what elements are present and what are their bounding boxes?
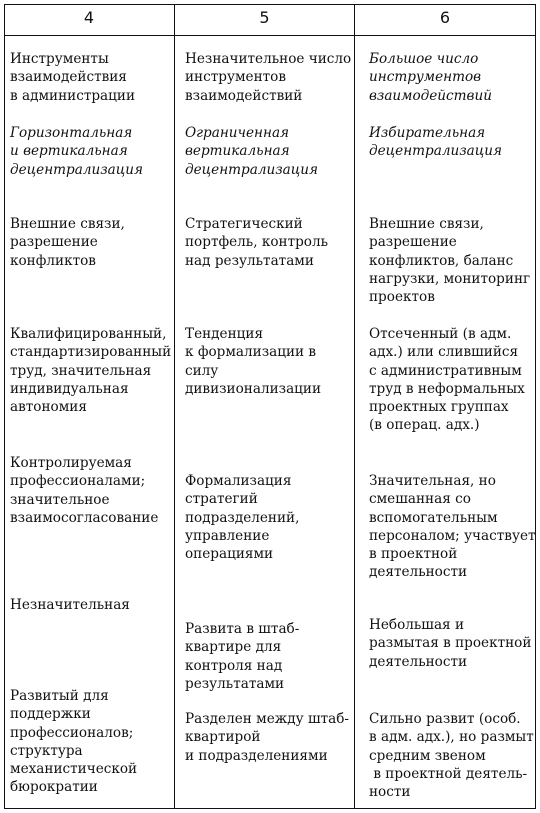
header-bottom-border [4, 35, 536, 36]
table-cell: Незначительная [10, 597, 130, 613]
table-cell: Значительная, но смешанная со вспомогательным персоналом; участвует в проектной деятельности [369, 473, 536, 581]
table-right-border [535, 4, 536, 809]
column-divider-1 [174, 4, 175, 809]
table-cell: Инструменты взаимодействия в администрации [10, 51, 136, 104]
table-cell: Избирательная децентрализация [369, 125, 503, 160]
table-cell: Формализация стратегий подразделений, управление операциями [185, 473, 300, 563]
column-divider-2 [354, 4, 355, 809]
column-header-4: 4 [83, 8, 95, 27]
table-cell: Развитый для поддержки профессионалов; структура механистической бюрократии [10, 688, 138, 796]
table-cell: Ограниченная вертикальная децентрализация [185, 125, 319, 178]
table-bottom-border [4, 808, 536, 809]
table-cell: Небольшая и размытая в проектной деятельности [369, 617, 532, 670]
table-cell: Внешние связи, разрешение конфликтов [10, 216, 125, 269]
table-cell: Контролируемая профессионалами; значительное взаимосогласование [10, 455, 159, 526]
table-cell: Тенденция к формализации в силу дивизионализации [185, 326, 322, 397]
column-header-6: 6 [439, 8, 451, 27]
comparison-table [4, 4, 536, 809]
table-cell: Сильно развит (особ. в адм. адх.), но размыт средним звеном в проектной деятель- ности [369, 711, 534, 801]
table-cell: Квалифицированный, стандартизированный труд, значительная индивидуальная автономия [10, 326, 172, 416]
table-cell: Отсеченный (в адм. адх.) или слившийся с административным труд в неформальных проектных группах (в операц. адх.) [369, 326, 525, 434]
table-left-border [4, 4, 5, 809]
table-cell: Стратегический портфель, контроль над результатами [185, 216, 329, 269]
table-cell: Развита в штаб- квартире для контроля над результатами [185, 621, 300, 692]
column-header-5: 5 [259, 8, 270, 27]
table-cell: Большое число инструментов взаимодействий [369, 51, 492, 104]
table-cell: Незначительное число инструментов взаимодействий [185, 51, 352, 104]
table-cell: Горизонтальная и вертикальная децентрализация [10, 125, 144, 178]
table-cell: Внешние связи, разрешение конфликтов, баланс нагрузки, мониторинг проектов [369, 216, 531, 306]
table-cell: Разделен между штаб- квартирой и подразделениями [185, 711, 349, 764]
